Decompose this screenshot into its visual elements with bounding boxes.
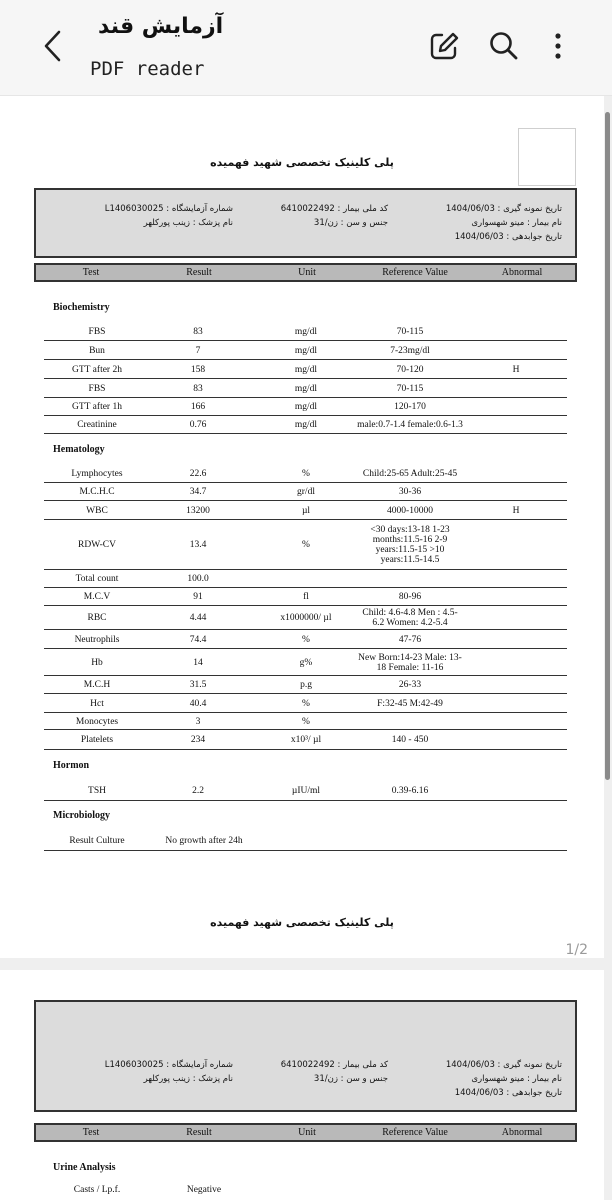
table-row [44, 322, 567, 341]
section-hormon: Hormon [53, 760, 90, 771]
national-code-2: کد ملی بیمار : 6410022492 [280, 1060, 388, 1070]
col-unit: Unit [298, 267, 316, 278]
doctor-name: نام پزشک : زینب پورکلهر [143, 218, 233, 228]
result-value: 166 [190, 402, 206, 412]
test-name: Casts / Lp.f. [73, 1185, 121, 1195]
result-value: 100.0 [187, 574, 209, 584]
reference-value: 140 - 450 [391, 735, 429, 745]
table-row [44, 360, 567, 379]
reference-line: years:11.5-14.5 [380, 555, 440, 565]
reference-value: 70-120 [396, 364, 424, 375]
unit: % [302, 698, 310, 709]
unit: % [302, 468, 310, 479]
abnormal-flag: H [512, 505, 520, 516]
document-viewer[interactable] [0, 96, 612, 1200]
reference-line: 6.2 Women: 4.2-5.4 [372, 618, 448, 628]
table-row [44, 676, 567, 694]
app-subtitle: PDF reader [90, 58, 205, 80]
test-name: TSH [88, 785, 106, 796]
test-name: Hb [91, 657, 103, 668]
reference-value [340, 525, 480, 565]
reference-value [340, 608, 480, 628]
result-value: Negative [186, 1185, 222, 1195]
reference-value [340, 653, 480, 673]
more-options-icon[interactable] [548, 30, 580, 62]
reference-value: 120-170 [394, 402, 426, 412]
patient-info-box [34, 188, 577, 258]
unit: g% [299, 657, 313, 668]
unit: x1000000/ µl [280, 613, 332, 623]
patient-info-box-2 [34, 1000, 577, 1112]
col-test: Test [82, 267, 100, 278]
table-row [44, 483, 567, 501]
table-row [44, 649, 567, 676]
result-value: 31.5 [189, 680, 207, 690]
clinic-name-footer: پلی کلینیک تخصصی شهید فهمیده [210, 916, 394, 929]
unit: mg/dl [294, 402, 318, 412]
table-row [44, 780, 567, 801]
back-arrow-icon[interactable] [36, 28, 72, 64]
table-row [44, 606, 567, 630]
answer-date-2: تاریخ جوابدهی : 1404/06/03 [454, 1088, 562, 1098]
test-name: RDW-CV [78, 540, 116, 550]
sample-date-2: تاریخ نمونه گیری : 1404/06/03 [445, 1060, 562, 1070]
col-abnormal: Abnormal [501, 267, 543, 278]
test-name: Result Culture [69, 835, 125, 846]
table-row [44, 379, 567, 398]
reference-value: 0.39-6.16 [391, 785, 429, 796]
gender-age-2: جنس و سن : زن/31 [313, 1074, 388, 1084]
table-row [44, 588, 567, 606]
reference-line: New Born:14-23 Male: 13- [358, 652, 462, 663]
reference-value: 70-115 [396, 326, 424, 337]
reference-line: 18 Female: 11-16 [376, 662, 444, 673]
result-value: 158 [190, 364, 206, 375]
pdf-page-1 [0, 96, 604, 958]
answer-date: تاریخ جوابدهی : 1404/06/03 [454, 232, 562, 242]
result-value: 4.44 [189, 613, 207, 623]
table-header [34, 263, 577, 282]
unit: % [302, 634, 310, 645]
reference-value: F:32-45 M:42-49 [377, 698, 443, 709]
test-name: GTT after 2h [72, 364, 122, 375]
unit: x10³/ µl [290, 735, 322, 745]
table-row [44, 694, 567, 713]
table-row [44, 630, 567, 649]
test-name: WBC [86, 505, 108, 516]
reference-value: 26-33 [398, 680, 422, 690]
reference-value: 30-36 [398, 487, 422, 497]
edit-icon[interactable] [428, 30, 460, 62]
test-name: Platelets [80, 735, 114, 745]
test-name: M.C.H.C [79, 487, 115, 497]
section-biochemistry: Biochemistry [53, 302, 110, 313]
result-value: 3 [195, 716, 201, 727]
table-header-2 [34, 1123, 577, 1142]
unit: p.g [300, 680, 312, 690]
result-value: 2.2 [192, 785, 204, 796]
col-reference-2: Reference Value [382, 1127, 448, 1138]
unit: % [302, 716, 310, 727]
reference-value: 70-115 [396, 383, 424, 394]
col-result-2: Result [186, 1127, 212, 1138]
doctor-name-2: نام پزشک : زینب پورکلهر [143, 1074, 233, 1084]
patient-name: نام بیمار : مینو شهسواری [471, 218, 562, 228]
result-value: 83 [193, 383, 203, 394]
test-name: Total count [75, 574, 119, 584]
result-value: 14 [193, 657, 203, 668]
col-unit-2: Unit [298, 1127, 316, 1138]
clinic-name: پلی کلینیک تخصصی شهید فهمیده [210, 156, 394, 169]
test-name: FBS [88, 383, 106, 394]
reference-value: male:0.7-1.4 female:0.6-1.3 [357, 420, 463, 430]
table-row [44, 713, 567, 730]
table-row [44, 341, 567, 360]
test-name: Hct [90, 698, 104, 709]
reference-line: <30 days:13-18 1-23 [370, 525, 450, 535]
unit: µl [301, 505, 311, 516]
result-value: 74.4 [189, 634, 207, 645]
unit: mg/dl [294, 383, 318, 394]
col-test-2: Test [82, 1127, 100, 1138]
reference-value: 7-23mg/dl [390, 345, 430, 356]
reference-value: 47-76 [398, 634, 422, 645]
result-value: 7 [195, 345, 201, 356]
section-microbiology: Microbiology [53, 810, 111, 821]
patient-name-2: نام بیمار : مینو شهسواری [471, 1074, 562, 1084]
scrollbar[interactable] [605, 112, 610, 780]
reference-value: 4000-10000 [387, 505, 433, 516]
result-value: 22.6 [189, 468, 207, 479]
section-hematology: Hematology [53, 444, 105, 455]
test-name: FBS [88, 326, 106, 337]
unit: mg/dl [294, 345, 318, 356]
test-name: M.C.V [83, 592, 111, 602]
page-indicator: 1/2 [565, 942, 588, 958]
col-abnormal-2: Abnormal [501, 1127, 543, 1138]
reference-line: Child: 4.6-4.8 Men : 4.5- [362, 608, 458, 618]
test-name: RBC [87, 613, 107, 623]
unit: fl [303, 592, 309, 602]
test-name: Bun [89, 345, 105, 356]
unit: mg/dl [294, 420, 318, 430]
table-row [44, 1181, 567, 1199]
unit: gr/dl [297, 487, 315, 497]
col-reference: Reference Value [382, 267, 448, 278]
unit: mg/dl [294, 364, 318, 375]
result-value: 13200 [186, 505, 210, 516]
col-result: Result [186, 267, 212, 278]
search-icon[interactable] [488, 30, 520, 62]
reference-value: 80-96 [398, 592, 422, 602]
result-value: 91 [193, 592, 203, 602]
document-title: آزمایش قند [98, 14, 224, 39]
result-value: 0.76 [189, 420, 207, 430]
result-value: 34.7 [189, 487, 207, 497]
table-row [44, 730, 567, 750]
gender-age: جنس و سن : زن/31 [313, 218, 388, 228]
app-bar [0, 0, 612, 96]
result-value: 40.4 [189, 698, 207, 709]
unit: mg/dl [294, 326, 318, 337]
abnormal-flag: H [512, 364, 520, 375]
test-name: GTT after 1h [72, 402, 122, 412]
unit: % [302, 540, 310, 550]
table-row [44, 398, 567, 416]
reference-line: months:11.5-16 2-9 [372, 535, 448, 545]
test-name: M.C.H [83, 680, 111, 690]
pdf-page-2 [0, 970, 604, 1200]
test-name: Lymphocytes [71, 468, 123, 479]
section-urine: Urine Analysis [53, 1162, 116, 1173]
result-value: 83 [193, 326, 203, 337]
table-row [44, 464, 567, 483]
result-value: No growth after 24h [165, 835, 243, 846]
table-row [44, 830, 567, 851]
table-row [44, 501, 567, 520]
test-name: Neutrophils [74, 634, 120, 645]
table-row [44, 416, 567, 434]
reference-line: years:11.5-15 >10 [375, 545, 445, 555]
result-value: 13.4 [189, 540, 207, 550]
test-name: Creatinine [77, 420, 117, 430]
reference-value: Child:25-65 Adult:25-45 [362, 468, 458, 479]
unit: µIU/ml [291, 785, 321, 796]
lab-number-2: شماره آزمایشگاه : L1406030025 [104, 1060, 233, 1070]
table-row [44, 570, 567, 588]
national-code: کد ملی بیمار : 6410022492 [280, 204, 388, 214]
sample-date: تاریخ نمونه گیری : 1404/06/03 [445, 204, 562, 214]
table-row [44, 520, 567, 570]
test-name: Monocytes [75, 716, 119, 727]
lab-number: شماره آزمایشگاه : L1406030025 [104, 204, 233, 214]
result-value: 234 [190, 735, 206, 745]
